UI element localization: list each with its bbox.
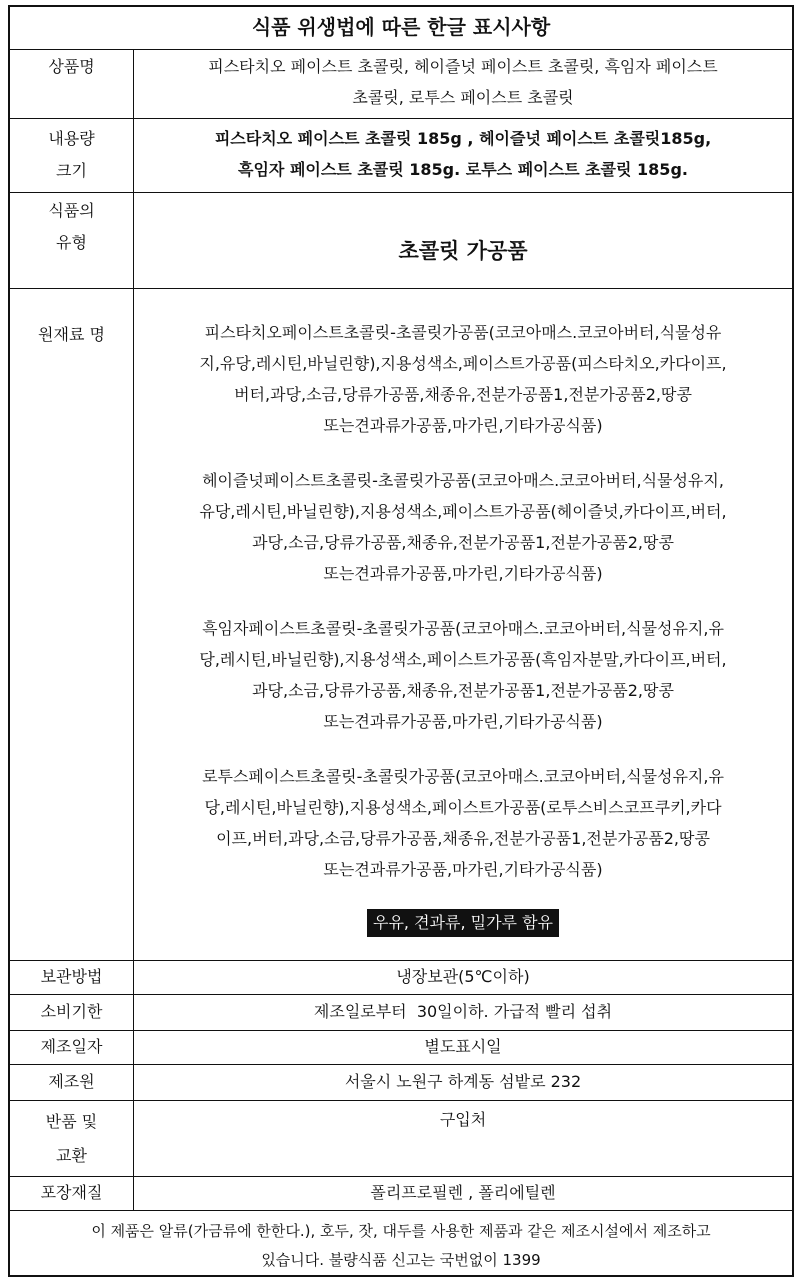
ingredient-paragraph: 헤이즐넛페이스트초콜릿-초콜릿가공품(코코아매스.코코아버터,식물성유지, 유당,레시틴,바닐린향),지용성색소,페이스트가공품(헤이즐넛,카다이프,버터, 과당,소금,당류가공품,채종유,전분가공품1,전분가공품2,땅콩 또는견과류가공품,마가린,기타가공식품) — [199, 471, 727, 583]
food-label-table — [8, 5, 794, 1277]
packaging-label: 포장재질 — [10, 1177, 134, 1210]
content-line: 흑임자 페이스트 초콜릿 185g. 로투스 페이스트 초콜릿 185g. — [238, 160, 688, 179]
packaging-value: 폴리프로필렌 , 폴리에틸렌 — [370, 1183, 556, 1202]
returns-label: 반품 및 교환 — [10, 1101, 134, 1176]
footer-line: 이 제품은 알류(가금류에 한한다.), 호두, 잣, 대두를 사용한 제품과 같은 제조시설에서 제조하고 — [91, 1222, 711, 1240]
allergy-notice: 우유, 견과류, 밀가루 함유 — [367, 909, 559, 937]
ingredient-paragraph: 로투스페이스트초콜릿-초콜릿가공품(코코아매스.코코아버터,식물성유지,유 당,레시틴,바닐린향),지용성색소,페이스트가공품(로투스비스코프쿠키,카다 이프,버터,과당,소금,당류가공품,채종유,전분가공품1,전분가공품2,땅콩 또는견과류가공품,마가린,기타가공식품) — [202, 767, 724, 879]
row-packaging — [10, 1177, 792, 1211]
mfg-date-value: 별도표시일 — [424, 1037, 502, 1056]
manufacturer-value: 서울시 노원구 하계동 섬밭로 232 — [344, 1072, 582, 1091]
row-mfg-date — [10, 1031, 792, 1065]
manufacturer-label: 제조원 — [10, 1065, 134, 1100]
content-value — [134, 119, 792, 192]
footer-notice — [10, 1211, 792, 1275]
row-expiry — [10, 995, 792, 1031]
product-name-line: 피스타치오 페이스트 초콜릿, 헤이즐넛 페이스트 초콜릿, 흑임자 페이스트 — [208, 57, 718, 76]
table-title: 식품 위생법에 따른 한글 표시사항 — [10, 7, 792, 50]
ingredients-label: 원재료 명 — [10, 289, 134, 960]
ingredients-value — [134, 289, 792, 960]
expiry-label: 소비기한 — [10, 995, 134, 1030]
row-food-type — [10, 193, 792, 289]
content-line: 피스타치오 페이스트 초콜릿 185g , 헤이즐넛 페이스트 초콜릿185g, — [214, 129, 712, 148]
food-type-label: 식품의 유형 — [10, 193, 134, 288]
footer-line: 있습니다. 불량식품 신고는 국번없이 1399 — [261, 1251, 541, 1269]
row-returns — [10, 1101, 792, 1177]
food-type-value: 초콜릿 가공품 — [398, 239, 528, 263]
storage-value: 냉장보관(5℃이하) — [396, 967, 530, 986]
row-product-name — [10, 49, 792, 119]
mfg-date-label: 제조일자 — [10, 1031, 134, 1064]
row-storage — [10, 961, 792, 995]
returns-value: 구입처 — [439, 1110, 487, 1129]
product-name-line: 초콜릿, 로투스 페이스트 초콜릿 — [352, 88, 574, 107]
row-manufacturer — [10, 1065, 792, 1101]
ingredient-paragraph: 피스타치오페이스트초콜릿-초콜릿가공품(코코아매스.코코아버터,식물성유 지,유당,레시틴,바닐린향),지용성색소,페이스트가공품(피스타치오,카다이프, 버터,과당,소금,당류가공품,채종유,전분가공품1,전분가공품2,땅콩 또는견과류가공품,마가린,기타가공식품) — [199, 323, 727, 435]
row-ingredients — [10, 289, 792, 961]
ingredient-paragraph: 흑임자페이스트초콜릿-초콜릿가공품(코코아매스.코코아버터,식물성유지,유 당,레시틴,바닐린향),지용성색소,페이스트가공품(흑임자분말,카다이프,버터, 과당,소금,당류가공품,채종유,전분가공품1,전분가공품2,땅콩 또는견과류가공품,마가린,기타가공식품) — [199, 619, 727, 731]
row-content-size — [10, 119, 792, 193]
product-name-label: 상품명 — [10, 49, 134, 118]
storage-label: 보관방법 — [10, 961, 134, 994]
expiry-value: 제조일로부터 30일이하. 가급적 빨리 섭취 — [313, 1002, 613, 1021]
product-name-value — [134, 49, 792, 118]
content-label: 내용량 크기 — [10, 119, 134, 192]
allergy-wrap — [134, 907, 792, 938]
